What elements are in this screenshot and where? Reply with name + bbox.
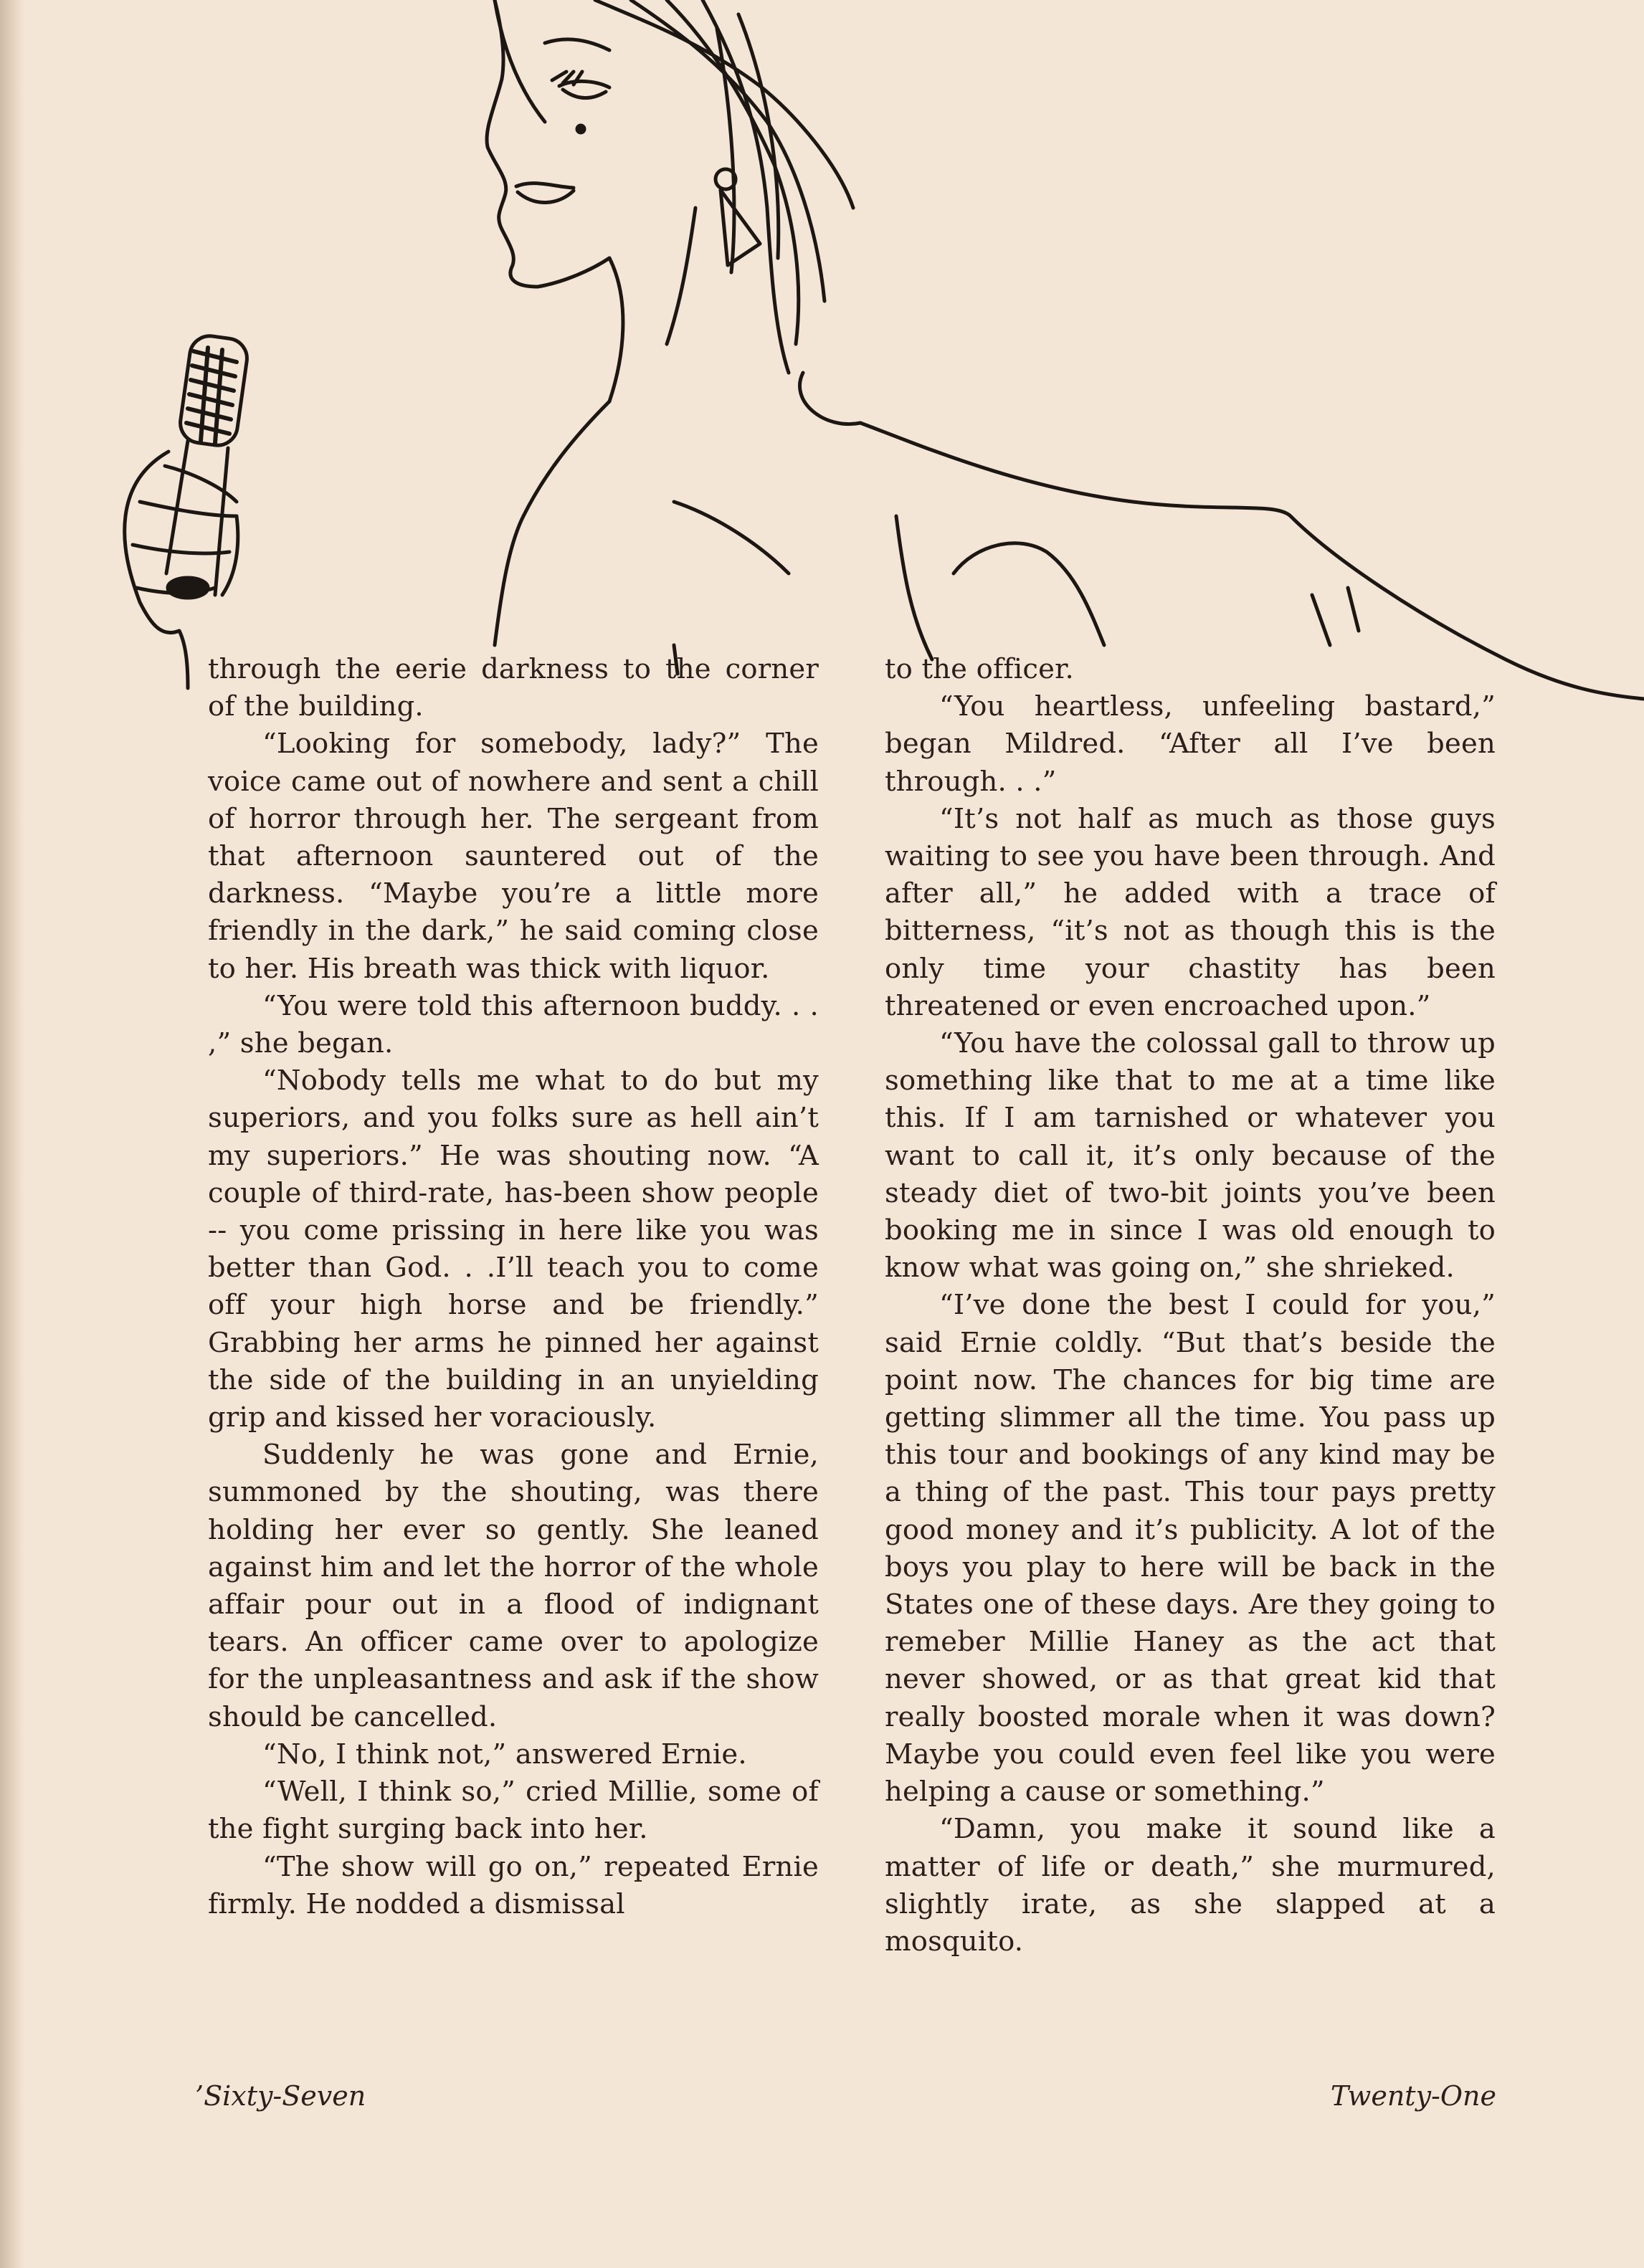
- paragraph: to the officer.: [885, 653, 1074, 685]
- footer-page-number: Twenty-One: [1330, 2080, 1496, 2112]
- paragraph: “No, I think not,” answered Ernie.: [262, 1738, 747, 1771]
- paragraph: “You have the colossal gall to throw up something like that to me at a time like this. If I am tarnished or whatever you want to call it, it’s only because of the steady diet of two-bit joints you’ve been booking me in since I was old enough to know what was going on,” she shrieked.: [885, 1027, 1496, 1285]
- paragraph: Suddenly he was gone and Ernie, summoned by the shouting, was there holding her ever so gently. She leaned against him and let the horror of the whole affair pour out in a flood of indignant tears. An officer came over to apologize for the unpleasantness and ask if the show should be cancelled.: [208, 1439, 819, 1733]
- paragraph: “Damn, you make it sound like a matter of life or death,” she murmured, slightly irate, as she slapped at a mosquito.: [885, 1813, 1496, 1958]
- right-text-column: [885, 651, 1496, 1960]
- paragraph: “The show will go on,” repeated Ernie firmly. He nodded a dismissal: [208, 1850, 819, 1920]
- paragraph: “You were told this afternoon buddy. . . ,” she began.: [208, 989, 819, 1060]
- footer-publication-year: ’Sixty-Seven: [195, 2080, 366, 2112]
- paragraph: “Nobody tells me what to do but my superiors, and you folks sure as hell ain’t my superiors.” He was shouting now. “A couple of third-rate, has-been show people -- you come prissing in here like you was better than God. . .I’ll teach you to come off your high horse and be friendly.” Grabbing her arms he pinned her against the side of the building in an unyielding grip and kissed her voraciously.: [208, 1064, 819, 1434]
- paragraph: through the eerie darkness to the corner of the building.: [208, 653, 819, 723]
- paragraph: “Looking for somebody, lady?” The voice came out of nowhere and sent a chill of horror through her. The sergeant from that afternoon sauntered out of the darkness. “Maybe you’re a little more friendly in the dark,” he said coming close to her. His breath was thick with liquor.: [208, 728, 819, 985]
- woman-with-microphone-illustration: [0, 0, 1644, 702]
- paragraph: “You heartless, unfeeling bastard,” began Mildred. “After all I’ve been through. . .”: [885, 690, 1496, 798]
- left-text-column: [208, 651, 819, 1923]
- paragraph: “It’s not half as much as those guys waiting to see you have been through. And after all,” he added with a trace of bitterness, “it’s not as though this is the only time your chastity has been threatened or even encroached upon.”: [885, 802, 1496, 1022]
- paragraph: “I’ve done the best I could for you,” said Ernie coldly. “But that’s beside the point now. The chances for big time are getting slimmer all the time. You pass up this tour and bookings of any kind may be a thing of the past. This tour pays pretty good money and it’s publicity. A lot of the boys you play to here will be back in the States one of these days. Are they going to remeber Millie Haney as the act that never showed, or as that great kid that really boosted morale when it was down? Maybe you could even feel like you were helping a cause or something.”: [885, 1289, 1496, 1809]
- paragraph: “Well, I think so,” cried Millie, some of the fight surging back into her.: [208, 1776, 819, 1846]
